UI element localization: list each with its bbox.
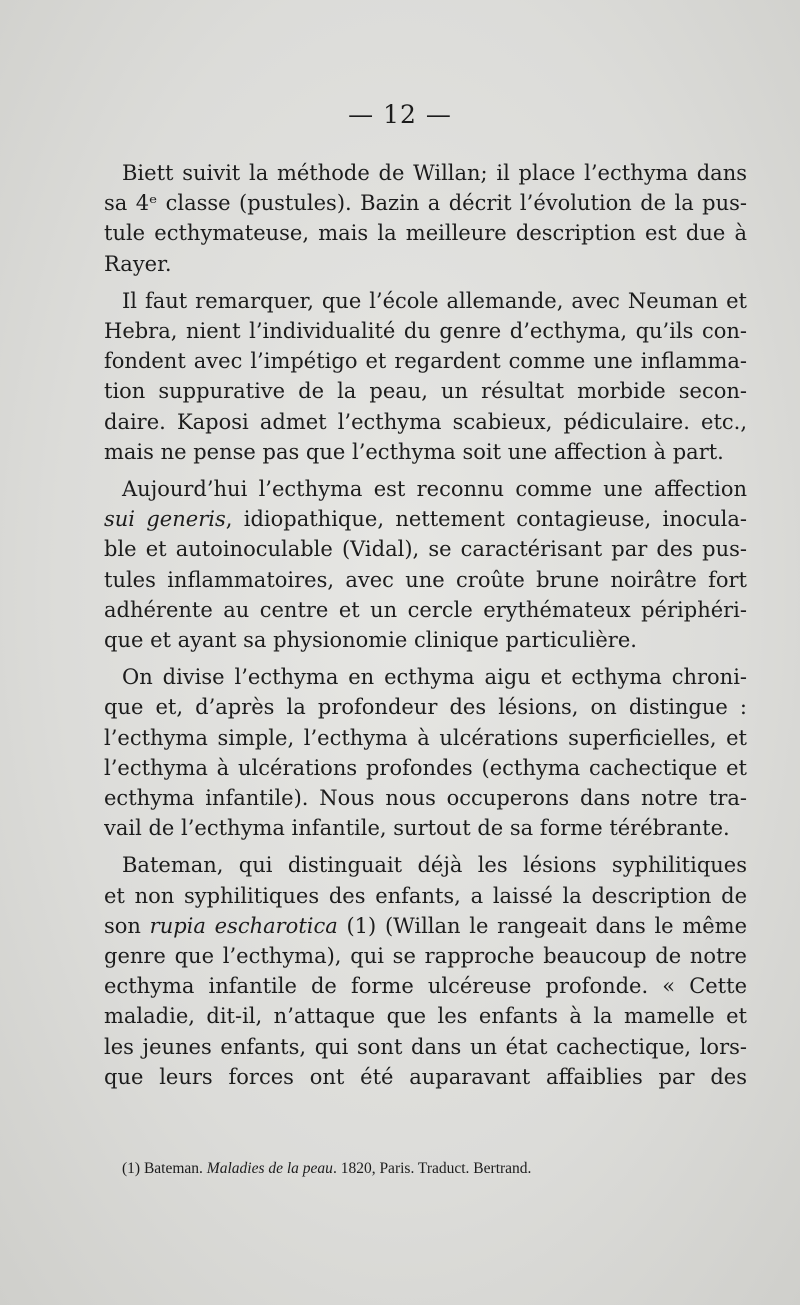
paragraph	[104, 158, 747, 279]
text-line: Biett suivit la méthode de Willan; il place l’ecthyma dans	[122, 161, 747, 185]
paragraph	[104, 850, 747, 1092]
text-line: Aujourd’hui l’ecthyma est reconnu comme une affection	[122, 477, 747, 502]
text-line: adhérente au centre et un cercle erythémateux périphéri-	[104, 597, 747, 622]
text-line: daire. Kaposi admet l’ecthyma scabieux, pédiculaire. etc.,	[104, 409, 747, 434]
text-line: On divise l’ecthyma en ecthyma aigu et ecthyma chroni-	[122, 665, 747, 690]
italic-phrase: rupia escharotica	[149, 913, 338, 938]
text-line: Bateman, qui distinguait déjà les lésions syphilitiques	[122, 853, 747, 878]
footnote: (1) Bateman. Maladies de la peau. 1820, Paris. Traduct. Bertrand.	[122, 1160, 532, 1177]
italic-phrase: sui generis	[104, 507, 226, 532]
text-line: genre que l’ecthyma), qui se rapproche beaucoup de notre	[104, 944, 747, 969]
text-line: que et, d’après la profondeur des lésions, on distingue :	[104, 695, 747, 720]
text-line: Hebra, nient l’individualité du genre d’ecthyma, qu’ils con-	[104, 319, 747, 344]
text-line: son rupia escharotica (1) (Willan le rangeait dans le même	[104, 913, 747, 938]
text-line: ecthyma infantile de forme ulcéreuse profonde. « Cette	[104, 974, 747, 999]
text-line: mais ne pense pas que l’ecthyma soit une affection à part.	[104, 439, 724, 464]
text-line: maladie, dit-il, n’attaque que les enfants à la mamelle et	[104, 1004, 747, 1029]
text-line: tules inflammatoires, avec une croûte brune noirâtre fort	[104, 567, 747, 592]
text-line: l’ecthyma à ulcérations profondes (ecthyma cachectique et	[104, 755, 747, 780]
text-line: et non syphilitiques des enfants, a laissé la description de	[104, 883, 747, 908]
text-line: que leurs forces ont été auparavant affaiblies par des	[104, 1064, 747, 1089]
body-text	[104, 158, 747, 1099]
text-line: Il faut remarquer, que l’école allemande, avec Neuman et	[122, 288, 747, 313]
paragraph	[104, 474, 747, 655]
text-line: tule ecthymateuse, mais la meilleure description est due à	[104, 221, 747, 246]
text-line: ecthyma infantile). Nous nous occuperons dans notre tra-	[104, 786, 747, 811]
paragraph	[104, 662, 747, 843]
text-line: sa 4ᵉ classe (pustules). Bazin a décrit l’évolution de la pus-	[104, 191, 747, 216]
text-line: l’ecthyma simple, l’ecthyma à ulcérations superficielles, et	[104, 725, 747, 750]
text-line: Rayer.	[104, 251, 172, 276]
text-line: ble et autoinoculable (Vidal), se caractérisant par des pus-	[104, 537, 747, 562]
text-line: les jeunes enfants, qui sont dans un état cachectique, lors-	[104, 1034, 747, 1059]
text-line: que et ayant sa physionomie clinique particulière.	[104, 628, 637, 653]
text-line: sui generis, idiopathique, nettement contagieuse, inocula-	[104, 507, 747, 532]
page-number: — 12 —	[348, 100, 452, 129]
text-line: fondent avec l’impétigo et regardent comme une inflamma-	[104, 349, 747, 374]
paragraph	[104, 286, 747, 467]
italic-phrase: Maladies de la peau	[206, 1160, 333, 1177]
text-line: tion suppurative de la peau, un résultat morbide secon-	[104, 379, 747, 404]
text-line: vail de l’ecthyma infantile, surtout de sa forme térébrante.	[104, 816, 730, 841]
